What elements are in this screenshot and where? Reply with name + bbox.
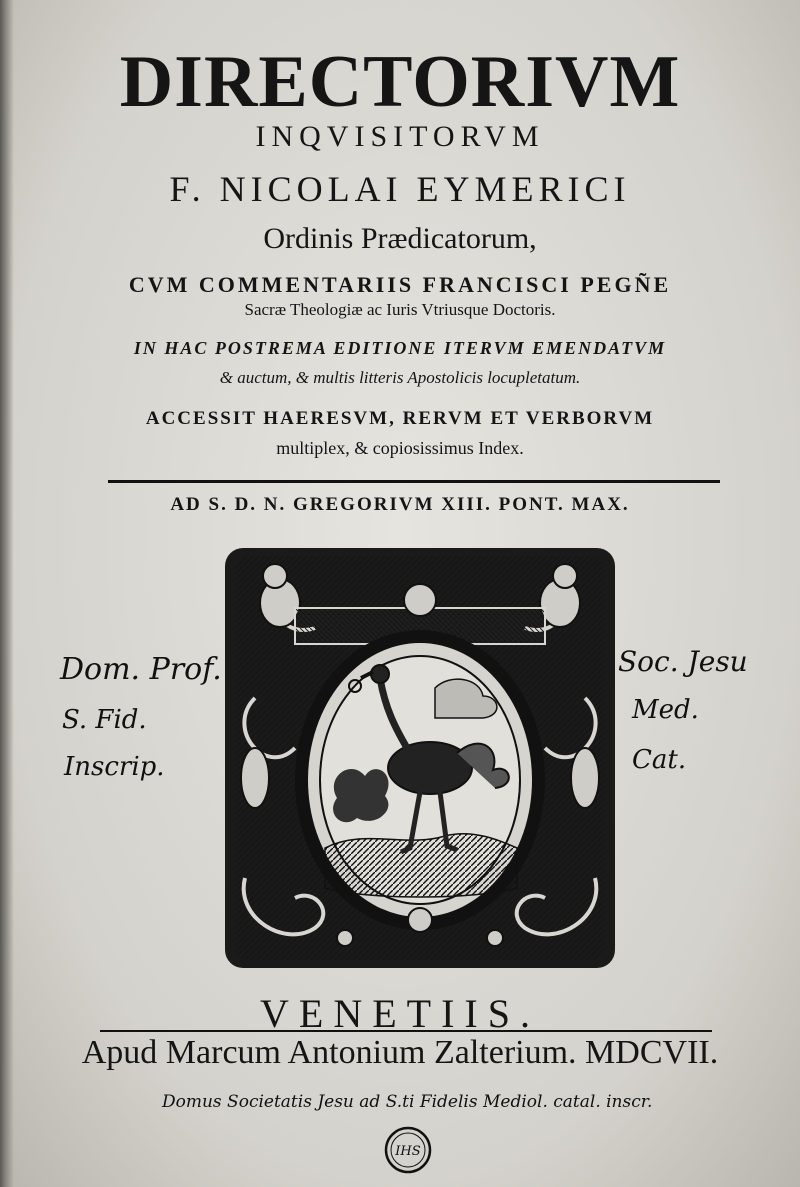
handwritten-right-2: Med. [632, 695, 699, 725]
imprint-line: Apud Marcum Antonium Zalterium. MDCVII. [81, 1034, 719, 1071]
doctor-line: Sacræ Theologiæ ac Iuris Vtriusque Doctoris. [244, 300, 556, 319]
printers-device-woodcut [225, 548, 615, 968]
title-line-inquisitorum: INQVISITORVM [255, 120, 545, 153]
author-line: F. NICOLAI EYMERICI [169, 169, 631, 209]
edition-subline: & auctum, & multis litteris Apostolicis locupletatum. [219, 368, 581, 387]
stamp-monogram: IHS [395, 1144, 421, 1159]
order-line: Ordinis Prædicatorum, [263, 222, 537, 255]
handwritten-ownership-note: Domus Societatis Jesu ad S.ti Fidelis Mediol. catal. inscr. [162, 1092, 653, 1112]
ownership-stamp [382, 1124, 434, 1176]
divider-top [108, 480, 720, 483]
handwritten-left-2: S. Fid. [62, 705, 147, 735]
dedication-line: AD S. D. N. GREGORIVM XIII. PONT. MAX. [170, 494, 630, 515]
handwritten-right-3: Cat. [632, 745, 687, 775]
divider-bottom [100, 1030, 712, 1032]
title-line-directorium: DIRECTORIVM [119, 41, 681, 123]
handwritten-right-1: Soc. Jesu [618, 645, 748, 678]
commentary-line: CVM COMMENTARIIS FRANCISCI PEGÑE [128, 272, 672, 297]
edition-line: IN HAC POSTREMA EDITIONE ITERVM EMENDATVM [133, 338, 667, 358]
handwritten-left-1: Dom. Prof. [60, 652, 222, 687]
city-line: VENETIIS. [260, 991, 540, 1036]
index-subline: multiplex, & copiosissimus Index. [276, 438, 524, 458]
index-line: ACCESSIT HAERESVM, RERVM ET VERBORVM [145, 408, 655, 429]
handwritten-left-3: Inscrip. [64, 752, 165, 782]
